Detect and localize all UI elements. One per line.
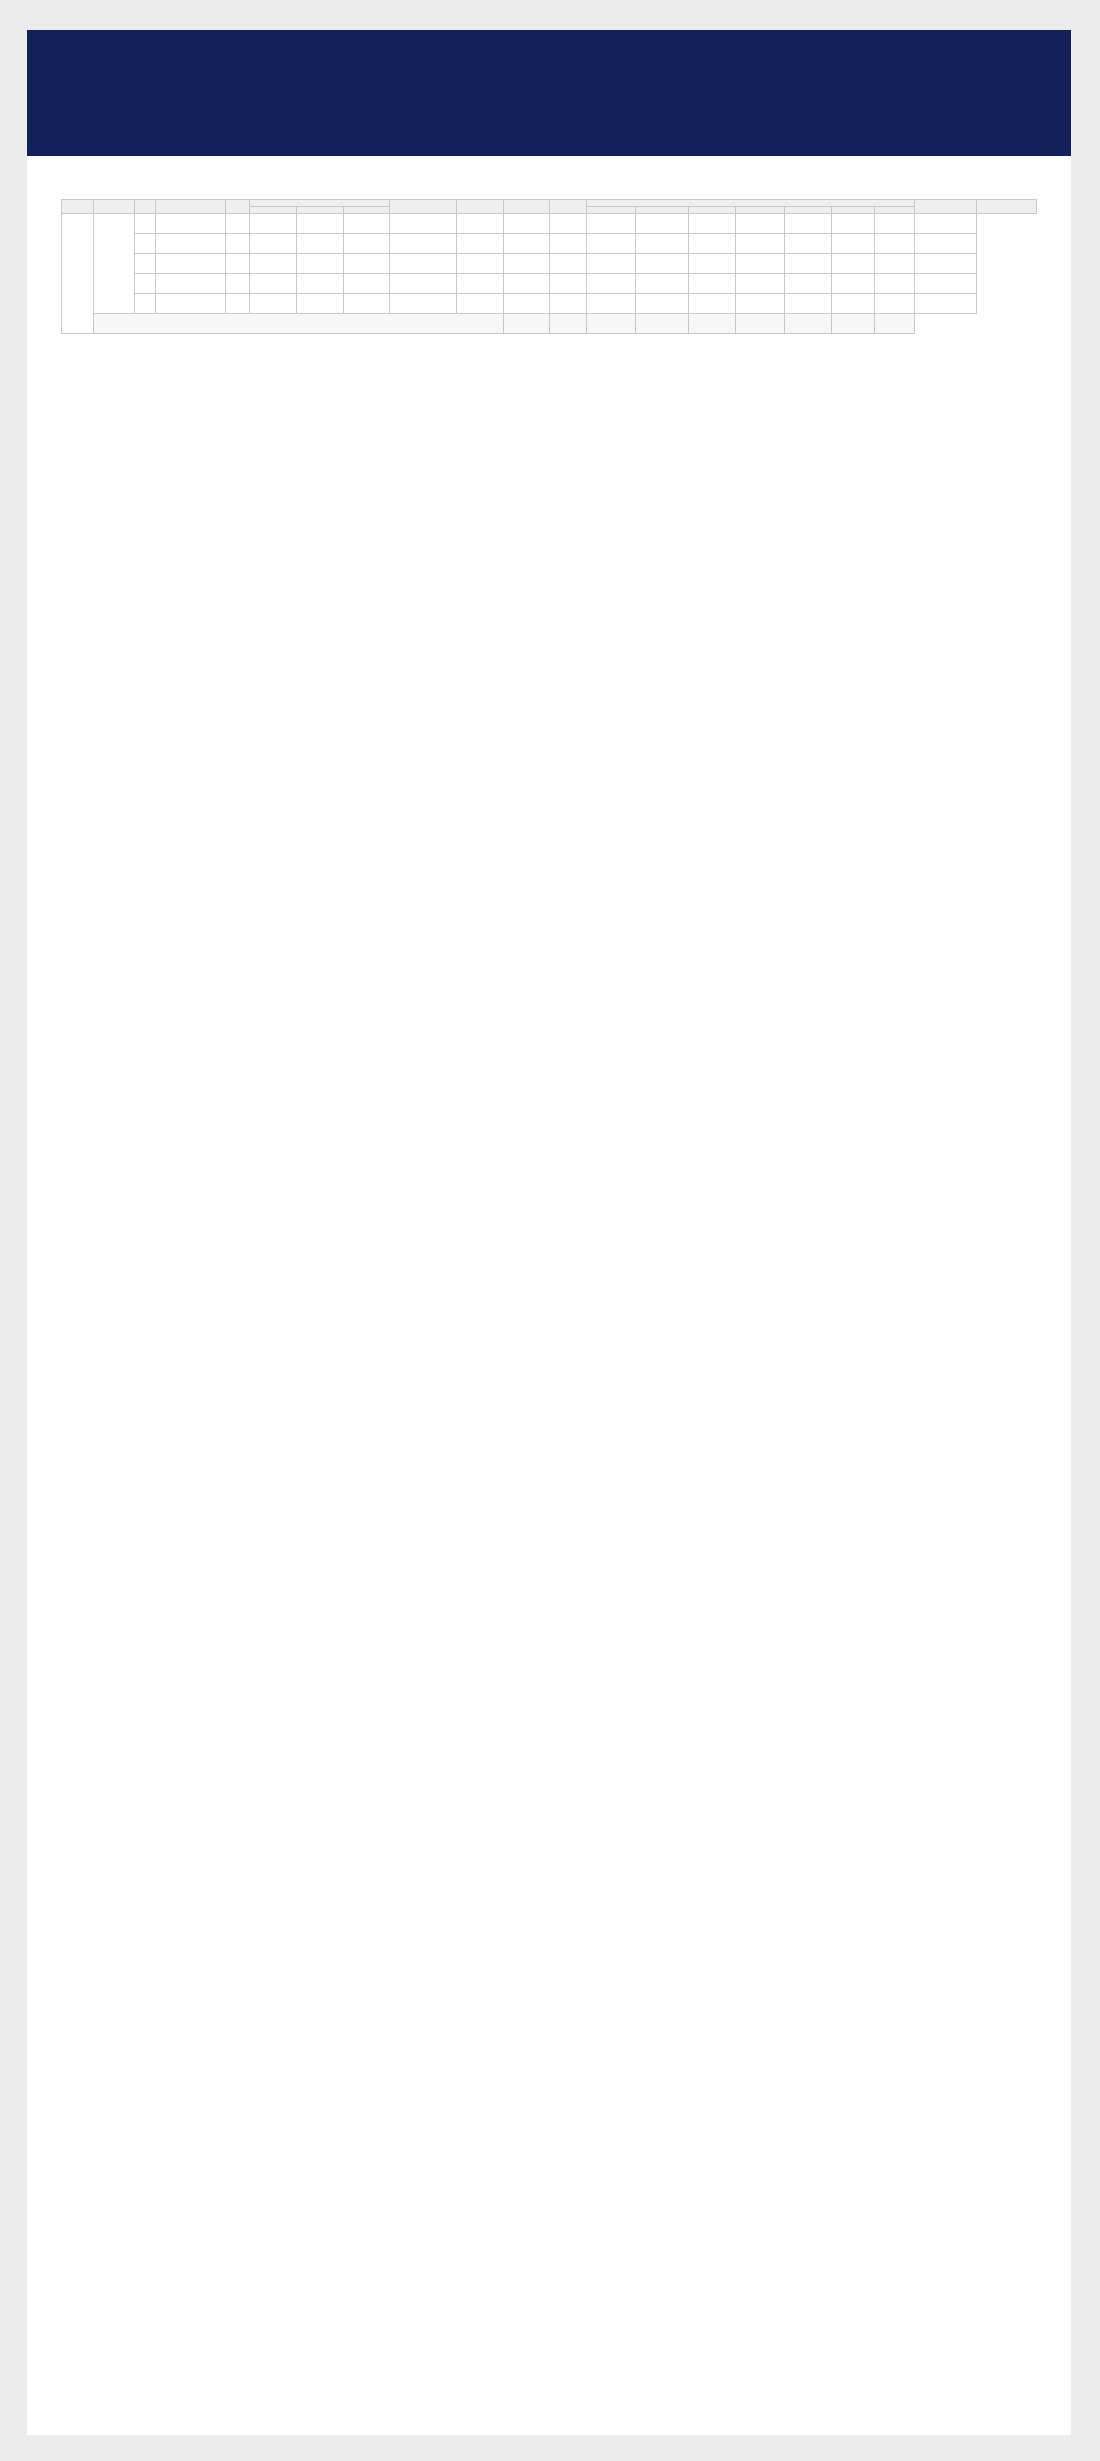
col-header xyxy=(155,200,225,214)
col-header xyxy=(832,207,875,214)
target-cell xyxy=(390,294,456,314)
target-cell xyxy=(550,214,586,234)
col-header xyxy=(736,207,785,214)
total-label xyxy=(94,314,504,334)
target-cell xyxy=(456,254,503,274)
target-cell xyxy=(635,214,688,234)
target-cell xyxy=(635,234,688,254)
content xyxy=(27,156,1071,378)
target-cell xyxy=(343,274,390,294)
manage-no-cell xyxy=(94,214,135,314)
target-cell xyxy=(689,274,736,294)
target-cell xyxy=(226,254,249,274)
target-cell xyxy=(915,254,977,274)
target-cell xyxy=(689,234,736,254)
target-cell xyxy=(296,214,343,234)
col-header xyxy=(785,207,832,214)
target-cell xyxy=(390,214,456,234)
target-total-cell xyxy=(635,314,688,334)
target-cell xyxy=(832,254,875,274)
housing-type-cell xyxy=(62,214,94,334)
target-total-cell xyxy=(586,314,635,334)
target-total-cell xyxy=(874,314,915,334)
target-cell xyxy=(832,294,875,314)
target-total-row xyxy=(62,314,1037,334)
target-cell xyxy=(915,214,977,234)
target-cell xyxy=(134,294,155,314)
target-cell xyxy=(249,214,296,234)
target-cell xyxy=(155,214,225,234)
target-cell xyxy=(249,294,296,314)
target-cell xyxy=(874,294,915,314)
target-cell xyxy=(832,214,875,234)
target-cell xyxy=(915,294,977,314)
target-cell xyxy=(249,254,296,274)
target-cell xyxy=(456,234,503,254)
col-header xyxy=(249,200,390,207)
target-cell xyxy=(832,274,875,294)
target-row xyxy=(62,294,1037,314)
header xyxy=(27,30,1071,156)
target-row xyxy=(62,254,1037,274)
target-cell xyxy=(736,294,785,314)
col-header xyxy=(390,200,456,214)
col-header xyxy=(586,200,915,207)
target-cell xyxy=(155,274,225,294)
target-cell xyxy=(689,214,736,234)
target-cell xyxy=(736,234,785,254)
target-cell xyxy=(503,254,550,274)
col-header xyxy=(874,207,915,214)
target-cell xyxy=(226,274,249,294)
target-cell xyxy=(296,234,343,254)
target-cell xyxy=(635,254,688,274)
target-cell xyxy=(874,214,915,234)
target-cell xyxy=(390,274,456,294)
target-cell xyxy=(586,214,635,234)
target-cell xyxy=(503,234,550,254)
target-cell xyxy=(785,254,832,274)
target-cell xyxy=(249,234,296,254)
col-header xyxy=(343,207,390,214)
target-cell xyxy=(134,234,155,254)
target-cell xyxy=(134,254,155,274)
col-header xyxy=(134,200,155,214)
col-header xyxy=(635,207,688,214)
target-cell xyxy=(736,214,785,234)
target-row xyxy=(62,234,1037,254)
target-cell xyxy=(296,254,343,274)
target-cell xyxy=(390,254,456,274)
target-cell xyxy=(343,214,390,234)
target-cell xyxy=(689,294,736,314)
target-cell xyxy=(874,234,915,254)
target-cell xyxy=(249,274,296,294)
target-cell xyxy=(832,234,875,254)
target-row xyxy=(62,274,1037,294)
target-cell xyxy=(226,294,249,314)
target-cell xyxy=(226,214,249,234)
col-header xyxy=(689,207,736,214)
target-cell xyxy=(503,214,550,234)
target-cell xyxy=(456,274,503,294)
target-cell xyxy=(635,274,688,294)
target-cell xyxy=(134,214,155,234)
col-header xyxy=(915,200,977,214)
target-cell xyxy=(296,294,343,314)
target-cell xyxy=(586,234,635,254)
target-row xyxy=(62,214,1037,234)
target-cell xyxy=(635,294,688,314)
target-cell xyxy=(785,274,832,294)
target-total-cell xyxy=(503,314,550,334)
col-header xyxy=(226,200,249,214)
target-cell xyxy=(915,274,977,294)
target-total-cell xyxy=(550,314,586,334)
col-header xyxy=(94,200,135,214)
target-cell xyxy=(785,294,832,314)
col-header xyxy=(550,200,586,214)
target-cell xyxy=(456,214,503,234)
target-cell xyxy=(550,254,586,274)
supply-target-table xyxy=(61,199,1037,334)
target-cell xyxy=(874,274,915,294)
notice-card xyxy=(27,30,1071,2435)
target-cell xyxy=(155,254,225,274)
target-cell xyxy=(586,254,635,274)
target-cell xyxy=(689,254,736,274)
target-cell xyxy=(343,254,390,274)
target-cell xyxy=(874,254,915,274)
target-cell xyxy=(343,234,390,254)
target-cell xyxy=(226,234,249,254)
col-header xyxy=(456,200,503,214)
target-cell xyxy=(736,274,785,294)
target-cell xyxy=(550,294,586,314)
col-header xyxy=(296,207,343,214)
target-cell xyxy=(503,274,550,294)
target-cell xyxy=(550,234,586,254)
target-cell xyxy=(343,294,390,314)
target-cell xyxy=(915,234,977,254)
target-total-cell xyxy=(736,314,785,334)
col-header xyxy=(503,200,550,214)
target-cell xyxy=(586,294,635,314)
col-header xyxy=(977,200,1037,214)
target-cell xyxy=(586,274,635,294)
target-cell xyxy=(503,294,550,314)
target-cell xyxy=(456,294,503,314)
target-cell xyxy=(155,294,225,314)
target-cell xyxy=(134,274,155,294)
col-header xyxy=(62,200,94,214)
target-cell xyxy=(550,274,586,294)
target-cell xyxy=(296,274,343,294)
col-header xyxy=(249,207,296,214)
target-cell xyxy=(736,254,785,274)
target-cell xyxy=(155,234,225,254)
target-cell xyxy=(785,234,832,254)
target-total-cell xyxy=(689,314,736,334)
target-total-cell xyxy=(832,314,875,334)
target-total-cell xyxy=(785,314,832,334)
target-cell xyxy=(390,234,456,254)
col-header xyxy=(586,207,635,214)
target-cell xyxy=(785,214,832,234)
